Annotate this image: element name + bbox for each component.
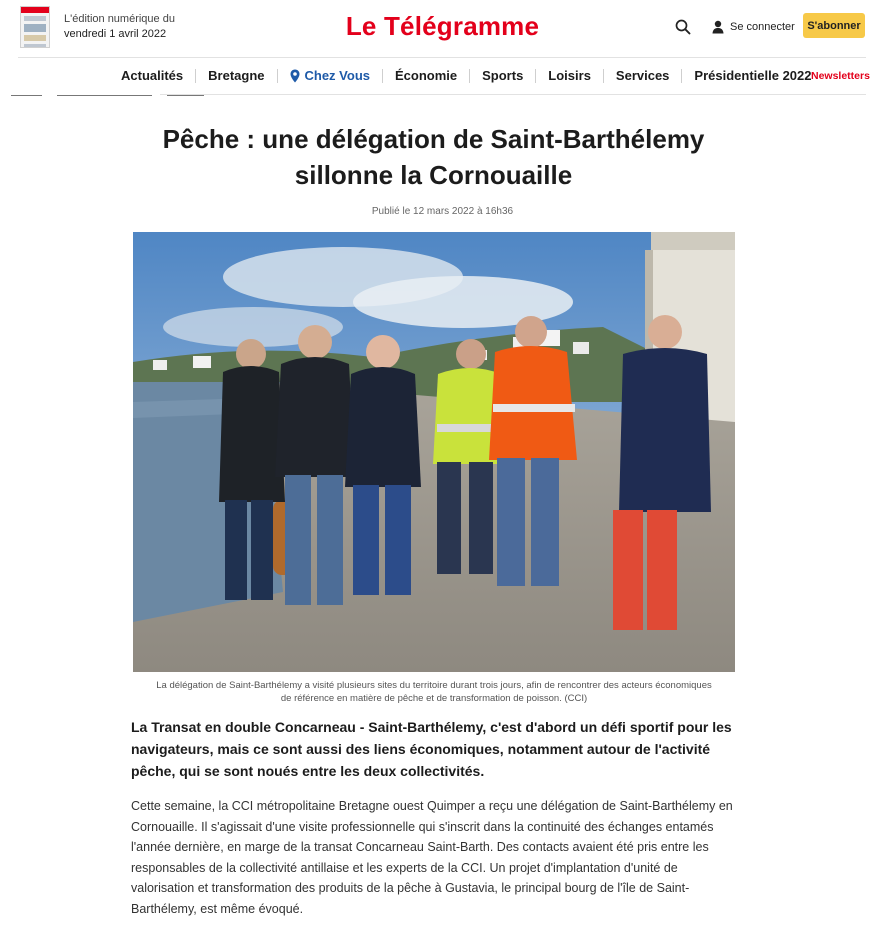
header-divider — [18, 57, 866, 58]
article-lead: La Transat en double Concarneau - Saint-Barthélemy, c'est d'abord un défi sportif pour les navigateurs, mais ce sont aussi des liens économiques, notamment autour de l'activité pêche, qui se sont noués entre les deux collectivités. — [131, 719, 732, 779]
nav-divider — [160, 94, 866, 95]
user-icon — [712, 20, 724, 34]
login-label: Se connecter — [730, 21, 795, 33]
breadcrumb-item[interactable] — [57, 95, 152, 96]
group-photo-illustration — [133, 232, 735, 672]
article-photo — [133, 232, 735, 672]
login-button[interactable] — [712, 18, 795, 36]
search-icon — [674, 18, 692, 36]
article-title: Pêche : une délégation de Saint-Barthélemy sillonne la Cornouaille — [162, 124, 705, 190]
edition-label: L'édition numérique du — [64, 13, 175, 25]
nav-item-sports[interactable]: Sports — [482, 68, 524, 83]
article-body: Cette semaine, la CCI métropolitaine Bretagne ouest Quimper a reçu une délégation de Saint-Barthélemy en Cornouaille. Il s'agissait d'une visite professionnelle qui s'inscrit dans la continuité des échanges entamés l'année dernière, en marge de la transat Concarneau Saint-Barth. Des contacts avaient été pris entre les responsables de la collectivité antillaise et les experts de la CCI. Un projet d'implantation d'unité de valorisation et transformation des produits de la pêche à Gustavia, le principal bourg de l'île de Saint-Barthélemy, est même évoqué. — [131, 799, 733, 916]
nav-item-chez-vous-label: Chez Vous — [304, 68, 370, 83]
photo-caption: La délégation de Saint-Barthélemy a visité plusieurs sites du territoire durant trois jours, afin de rencontrer des acteurs économiques de référence en matière de pêche et de transformation de poisson. (CCI) — [156, 680, 712, 704]
subscribe-button[interactable]: S'abonner — [803, 13, 865, 38]
nav-item-services[interactable]: Services — [615, 68, 670, 83]
nav-items — [109, 68, 824, 83]
newsletters-link[interactable]: Newsletters — [811, 70, 870, 82]
nav-item-presidentielle-2022[interactable]: Présidentielle 2022 — [694, 68, 812, 83]
main-nav — [0, 62, 885, 92]
logo-text[interactable]: Le Télégramme — [345, 11, 540, 41]
nav-item-loisirs[interactable]: Loisirs — [548, 68, 591, 83]
nav-item-chez-vous[interactable] — [278, 68, 383, 83]
site-header — [0, 0, 885, 56]
location-pin-icon — [290, 69, 300, 83]
publish-date: Publié le 12 mars 2022 à 16h36 — [371, 206, 514, 217]
breadcrumb-item[interactable] — [11, 95, 42, 96]
breadcrumb-item[interactable] — [167, 95, 204, 96]
edition-date: vendredi 1 avril 2022 — [64, 28, 167, 40]
search-button[interactable] — [674, 18, 692, 36]
nav-item-actualites[interactable]: Actualités — [121, 68, 184, 83]
nav-item-bretagne[interactable]: Bretagne — [208, 68, 265, 83]
nav-item-economie[interactable]: Économie — [395, 68, 458, 83]
